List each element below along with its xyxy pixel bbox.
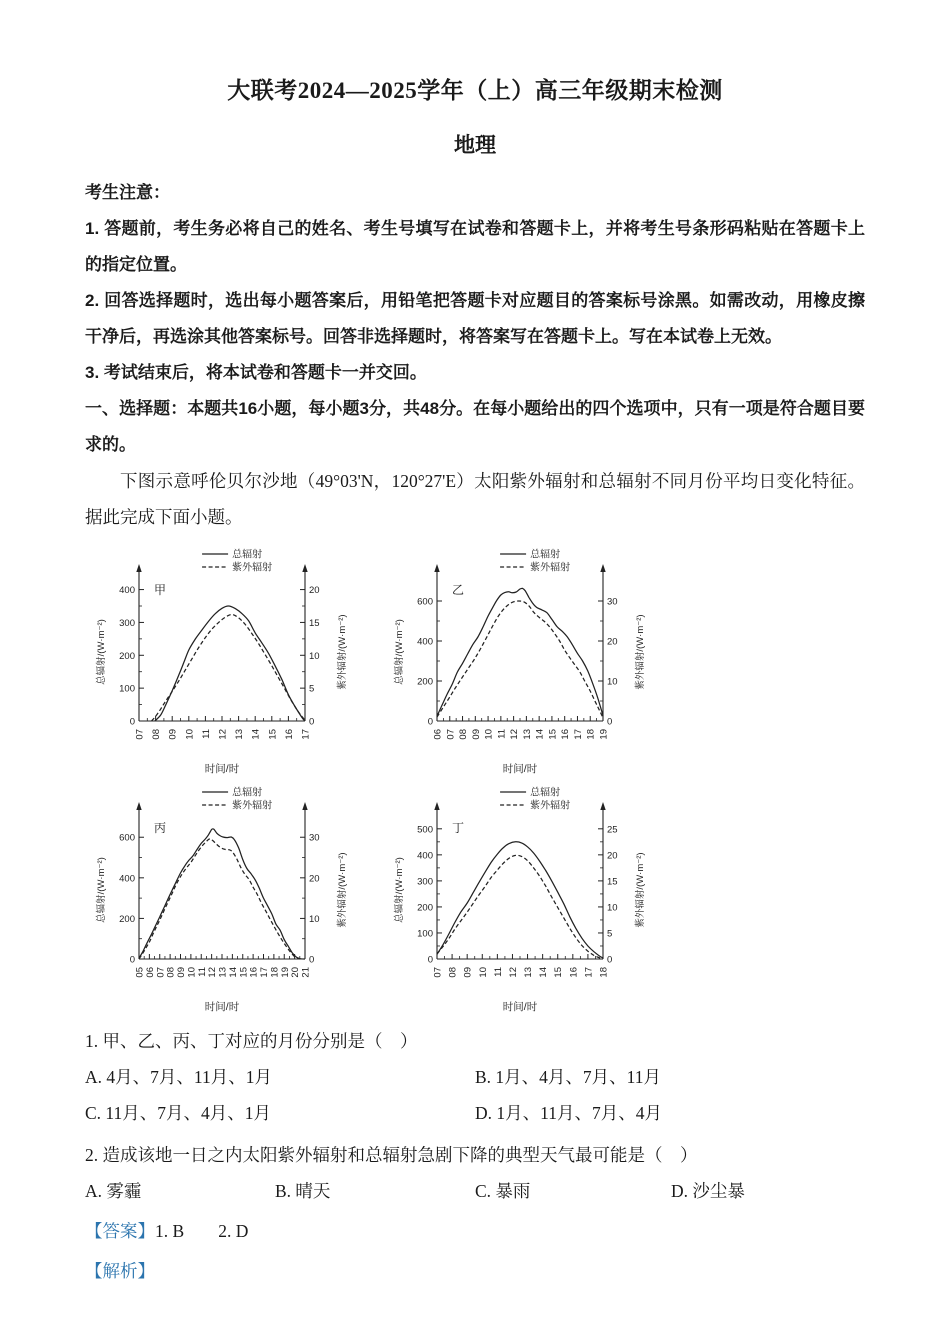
svg-text:400: 400 — [417, 636, 433, 648]
svg-text:09: 09 — [462, 967, 474, 978]
svg-text:300: 300 — [417, 876, 433, 888]
answer-item-2: 2. D — [218, 1221, 249, 1241]
svg-text:甲: 甲 — [154, 583, 167, 597]
svg-text:10: 10 — [483, 729, 495, 740]
notice-item-2: 2. 回答选择题时，选出每小题答案后，用铅笔把答题卡对应题目的答案标号涂黑。如需改动，用橡皮擦干净后，再选涂其他答案标号。回答非选择题时，将答案写在答题卡上。写在本试卷上无效。 — [85, 291, 865, 346]
svg-text:16: 16 — [568, 967, 580, 978]
svg-text:0: 0 — [427, 716, 433, 728]
svg-text:时间/时: 时间/时 — [204, 1001, 240, 1013]
svg-text:13: 13 — [521, 729, 533, 740]
question-1-text: 1. 甲、乙、丙、丁对应的月份分别是（ ） — [85, 1031, 418, 1051]
svg-text:09: 09 — [167, 729, 179, 740]
svg-text:16: 16 — [560, 729, 572, 740]
answer-item-1: 1. B — [155, 1221, 185, 1241]
svg-text:06: 06 — [432, 729, 444, 740]
svg-text:紫外辐射/(W·m⁻²): 紫外辐射/(W·m⁻²) — [635, 614, 646, 690]
svg-text:紫外辐射: 紫外辐射 — [530, 562, 571, 574]
svg-text:12: 12 — [207, 967, 219, 978]
charts-grid — [85, 545, 865, 1015]
svg-text:25: 25 — [607, 824, 618, 836]
svg-text:200: 200 — [417, 902, 433, 914]
question-2-option-b: B. 晴天 — [275, 1181, 331, 1201]
svg-text:200: 200 — [119, 913, 135, 925]
chart-ding — [383, 783, 659, 1015]
question-intro: 下图示意呼伦贝尔沙地（49°03'N，120°27'E）太阳紫外辐射和总辐射不同月份平均日变化特征。据此完成下面小题。 — [85, 471, 865, 527]
svg-text:100: 100 — [417, 928, 433, 940]
question-1 — [85, 1023, 865, 1131]
svg-text:100: 100 — [119, 683, 135, 695]
svg-text:0: 0 — [607, 716, 613, 728]
svg-text:06: 06 — [144, 967, 156, 978]
svg-text:0: 0 — [309, 716, 315, 728]
svg-text:紫外辐射: 紫外辐射 — [232, 800, 273, 812]
svg-text:13: 13 — [234, 729, 246, 740]
notice-item-1: 1. 答题前，考生务必将自己的姓名、考生号填写在试卷和答题卡上，并将考生号条形码粘贴在答题卡上的指定位置。 — [85, 219, 865, 274]
question-1-option-c: C. 11月、7月、4月、1月 — [85, 1103, 272, 1123]
question-1-option-b: B. 1月、4月、7月、11月 — [475, 1067, 662, 1087]
svg-text:紫外辐射: 紫外辐射 — [232, 562, 273, 574]
svg-text:总辐射: 总辐射 — [232, 787, 263, 799]
svg-text:12: 12 — [507, 967, 519, 978]
svg-text:08: 08 — [151, 729, 163, 740]
svg-text:10: 10 — [184, 729, 196, 740]
chart-jia-svg — [85, 545, 361, 777]
svg-text:15: 15 — [607, 876, 618, 888]
chart-bing — [85, 783, 361, 1015]
svg-text:200: 200 — [417, 676, 433, 688]
svg-text:0: 0 — [129, 954, 135, 966]
svg-text:0: 0 — [309, 954, 315, 966]
section-header: 一、选择题：本题共16小题，每小题3分，共48分。在每小题给出的四个选项中，只有一项是符合题目要求的。 — [85, 399, 865, 454]
svg-text:17: 17 — [572, 729, 584, 740]
svg-text:0: 0 — [607, 954, 613, 966]
question-2-options-row — [85, 1173, 865, 1209]
svg-text:200: 200 — [119, 650, 135, 662]
svg-text:11: 11 — [496, 729, 508, 739]
svg-text:时间/时: 时间/时 — [502, 1001, 538, 1013]
svg-text:400: 400 — [417, 850, 433, 862]
question-1-options-row-1 — [85, 1059, 865, 1095]
svg-text:18: 18 — [269, 967, 281, 978]
question-2-option-c: C. 暴雨 — [475, 1181, 531, 1201]
analysis-marker: 【解析】 — [85, 1261, 155, 1281]
svg-text:0: 0 — [427, 954, 433, 966]
svg-text:10: 10 — [309, 650, 320, 662]
question-2-option-a: A. 雾霾 — [85, 1181, 142, 1201]
subject-title: 地理 — [454, 133, 496, 157]
svg-text:总辐射: 总辐射 — [530, 787, 561, 799]
svg-text:紫外辐射/(W·m⁻²): 紫外辐射/(W·m⁻²) — [635, 852, 646, 928]
svg-text:14: 14 — [534, 729, 546, 740]
svg-text:400: 400 — [119, 873, 135, 885]
svg-text:10: 10 — [309, 913, 320, 925]
svg-text:14: 14 — [538, 967, 550, 978]
svg-text:15: 15 — [553, 967, 565, 978]
notice-heading: 考生注意： — [85, 183, 170, 202]
svg-text:07: 07 — [155, 967, 167, 978]
svg-text:07: 07 — [445, 729, 457, 740]
svg-text:14: 14 — [227, 967, 239, 978]
question-1-option-d: D. 1月、11月、7月、4月 — [475, 1103, 662, 1123]
svg-text:15: 15 — [309, 617, 320, 629]
svg-text:总辐射/(W·m⁻²): 总辐射/(W·m⁻²) — [96, 857, 107, 923]
svg-text:09: 09 — [176, 967, 187, 978]
svg-text:17: 17 — [259, 967, 270, 978]
question-1-option-a: A. 4月、7月、11月、1月 — [85, 1067, 272, 1087]
svg-text:400: 400 — [119, 585, 135, 597]
svg-text:19: 19 — [598, 729, 610, 740]
svg-text:08: 08 — [458, 729, 470, 740]
svg-text:20: 20 — [309, 585, 320, 597]
svg-text:300: 300 — [119, 617, 135, 629]
svg-text:11: 11 — [492, 967, 504, 977]
notice-item-3: 3. 考试结束后，将本试卷和答题卡一并交回。 — [85, 363, 427, 382]
svg-text:13: 13 — [523, 967, 535, 978]
chart-yi — [383, 545, 659, 777]
svg-text:总辐射: 总辐射 — [232, 549, 263, 561]
svg-text:05: 05 — [134, 967, 146, 978]
svg-text:600: 600 — [119, 832, 135, 844]
svg-text:30: 30 — [607, 596, 618, 608]
svg-text:总辐射/(W·m⁻²): 总辐射/(W·m⁻²) — [394, 857, 405, 923]
svg-text:21: 21 — [300, 967, 312, 978]
chart-yi-svg — [383, 545, 659, 777]
svg-text:总辐射/(W·m⁻²): 总辐射/(W·m⁻²) — [394, 619, 405, 685]
svg-text:20: 20 — [309, 873, 320, 885]
svg-text:500: 500 — [417, 824, 433, 836]
svg-text:13: 13 — [217, 967, 229, 978]
svg-text:30: 30 — [309, 832, 320, 844]
svg-text:12: 12 — [509, 729, 521, 740]
question-2 — [85, 1137, 865, 1209]
question-2-option-d: D. 沙尘暴 — [671, 1181, 745, 1201]
svg-text:14: 14 — [250, 729, 262, 740]
svg-text:10: 10 — [477, 967, 489, 978]
svg-text:17: 17 — [583, 967, 595, 978]
chart-bing-svg — [85, 783, 361, 1015]
svg-text:07: 07 — [134, 729, 146, 740]
svg-text:紫外辐射/(W·m⁻²): 紫外辐射/(W·m⁻²) — [337, 614, 348, 690]
svg-text:07: 07 — [432, 967, 444, 978]
svg-text:17: 17 — [300, 729, 312, 740]
svg-text:10: 10 — [607, 902, 618, 914]
svg-text:紫外辐射: 紫外辐射 — [530, 800, 571, 812]
svg-text:总辐射: 总辐射 — [530, 549, 561, 561]
svg-text:0: 0 — [129, 716, 135, 728]
svg-text:丁: 丁 — [452, 821, 465, 835]
svg-text:紫外辐射/(W·m⁻²): 紫外辐射/(W·m⁻²) — [337, 852, 348, 928]
svg-text:15: 15 — [238, 967, 250, 978]
svg-text:12: 12 — [217, 729, 229, 740]
svg-text:08: 08 — [165, 967, 177, 978]
chart-ding-svg — [383, 783, 659, 1015]
svg-text:20: 20 — [290, 967, 302, 978]
svg-text:18: 18 — [598, 967, 610, 978]
page-title: 大联考2024—2025学年（上）高三年级期末检测 — [227, 78, 723, 103]
chart-jia — [85, 545, 361, 777]
svg-text:10: 10 — [607, 676, 618, 688]
svg-text:11: 11 — [196, 967, 208, 977]
question-1-options-row-2 — [85, 1095, 865, 1131]
svg-text:09: 09 — [470, 729, 482, 740]
svg-text:08: 08 — [447, 967, 459, 978]
svg-text:10: 10 — [186, 967, 198, 978]
svg-text:20: 20 — [607, 636, 618, 648]
answer-line — [85, 1213, 865, 1249]
svg-text:16: 16 — [248, 967, 260, 978]
answer-marker: 【答案】 — [85, 1221, 155, 1241]
svg-text:丙: 丙 — [154, 821, 167, 835]
svg-text:600: 600 — [417, 596, 433, 608]
svg-text:15: 15 — [267, 729, 279, 740]
svg-text:5: 5 — [309, 683, 315, 695]
svg-text:总辐射/(W·m⁻²): 总辐射/(W·m⁻²) — [96, 619, 107, 685]
svg-text:5: 5 — [607, 928, 613, 940]
svg-text:19: 19 — [279, 967, 291, 978]
question-2-text: 2. 造成该地一日之内太阳紫外辐射和总辐射急剧下降的典型天气最可能是（ ） — [85, 1145, 698, 1165]
svg-text:15: 15 — [547, 729, 559, 740]
svg-text:时间/时: 时间/时 — [204, 763, 240, 775]
svg-text:乙: 乙 — [452, 583, 465, 597]
svg-text:时间/时: 时间/时 — [502, 763, 538, 775]
svg-text:20: 20 — [607, 850, 618, 862]
svg-text:16: 16 — [283, 729, 295, 740]
svg-text:11: 11 — [200, 729, 212, 739]
svg-text:18: 18 — [585, 729, 597, 740]
